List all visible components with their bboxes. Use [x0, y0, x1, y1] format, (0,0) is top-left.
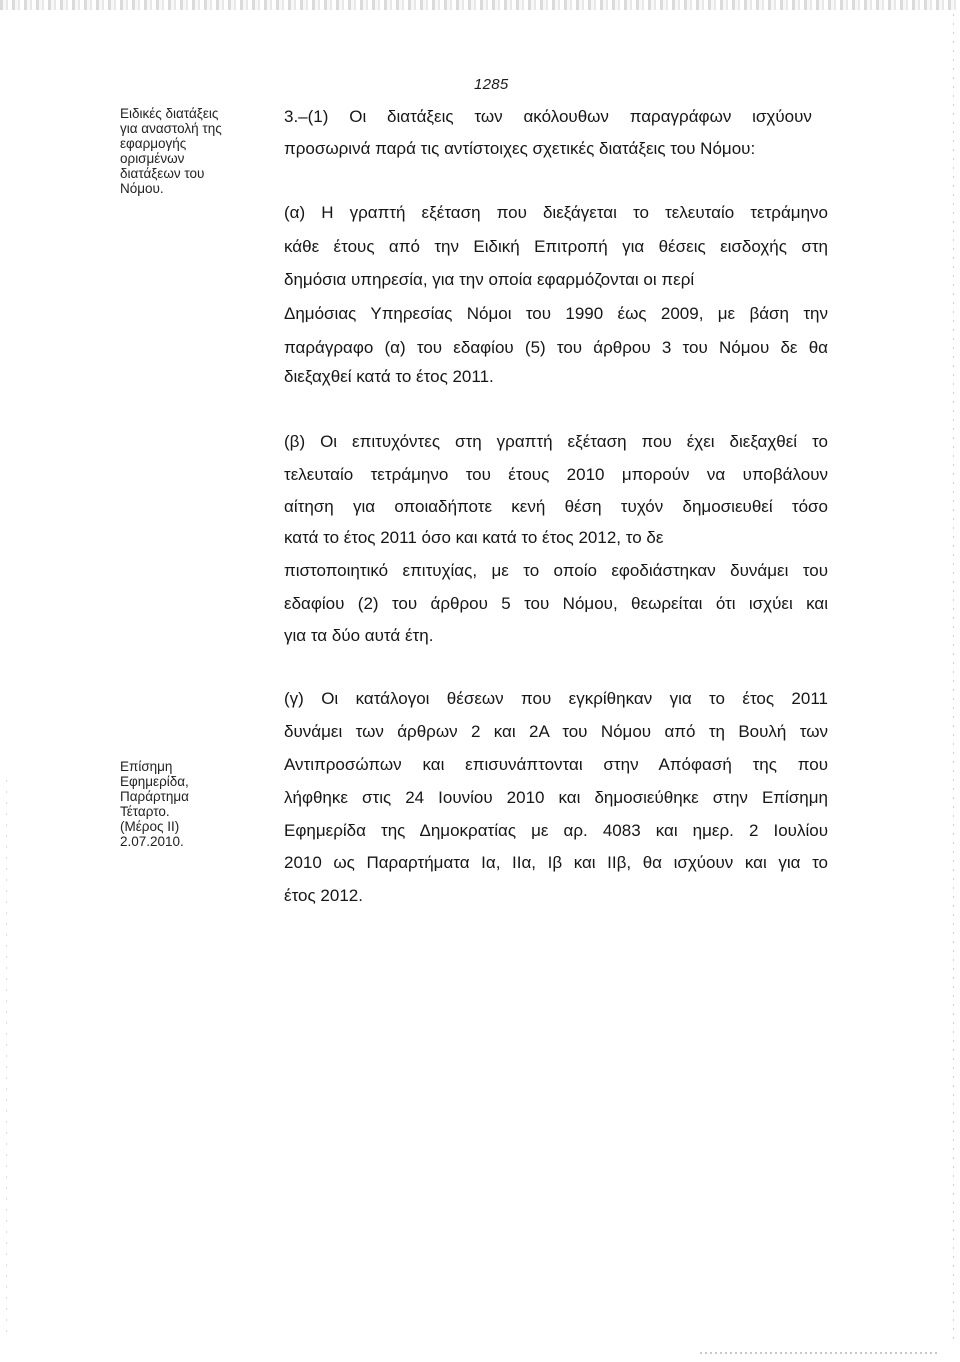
section-3-intro-line: 3.–(1) Οι διατάξεις των ακόλουθων παραγράφων ισχύουν [284, 107, 812, 126]
paragraph-b-line: τελευταίο τετράμηνο του έτους 2010 μπορούν να υποβάλουν [284, 465, 828, 484]
margin-note-line: ορισμένων [120, 151, 185, 166]
paragraph-b-line: για τα δύο αυτά έτη. [284, 626, 434, 645]
paragraph-b-line: κατά το έτος 2011 όσο και κατά το έτος 2012, το δε [284, 528, 664, 547]
paragraph-c-line: Αντιπροσώπων και επισυνάπτονται στην Απόφασή της που [284, 755, 828, 774]
scan-edge-right [953, 14, 954, 1344]
margin-note-line: Παράρτημα [120, 789, 189, 804]
paragraph-c-line: δυνάμει των άρθρων 2 και 2Α του Νόμου από τη Βουλή των [284, 722, 828, 741]
section-3-intro-line: προσωρινά παρά τις αντίστοιχες σχετικές διατάξεις του Νόμου: [284, 139, 756, 158]
margin-note-line: για αναστολή της [120, 121, 222, 136]
paragraph-c-line: Εφημερίδα της Δημοκρατίας με αρ. 4083 και ημερ. 2 Ιουλίου [284, 821, 828, 840]
margin-note-line: Τέταρτο. [120, 804, 170, 819]
paragraph-a-line: Δημόσιας Υπηρεσίας Νόμοι του 1990 έως 2009, με βάση την [284, 304, 828, 323]
margin-note-line: 2.07.2010. [120, 834, 184, 849]
paragraph-b-line: (β) Οι επιτυχόντες στη γραπτή εξέταση που έχει διεξαχθεί το [284, 432, 828, 451]
page-number: 1285 [474, 76, 509, 93]
paragraph-a-line: (α) Η γραπτή εξέταση που διεξάγεται το τελευταίο τετράμηνο [284, 203, 828, 222]
paragraph-c-line: 2010 ως Παραρτήματα Ια, ΙΙα, Ιβ και ΙΙβ, θα ισχύουν και για το [284, 853, 828, 872]
scan-edge-bottom [700, 1352, 940, 1354]
margin-note-line: εφαρμογής [120, 136, 187, 151]
margin-note-gazette-reference [120, 759, 189, 849]
scan-edge-left [6, 780, 7, 1340]
scan-edge-top [0, 0, 960, 10]
margin-note-line: (Μέρος ΙΙ) [120, 819, 180, 834]
paragraph-b-line: αίτηση για οποιαδήποτε κενή θέση τυχόν δημοσιευθεί τόσο [284, 497, 828, 516]
paragraph-a-line: διεξαχθεί κατά το έτος 2011. [284, 367, 494, 386]
margin-note-line: Ειδικές διατάξεις [120, 106, 219, 121]
margin-note-line: Εφημερίδα, [120, 774, 189, 789]
paragraph-c-line: έτος 2012. [284, 886, 363, 905]
paragraph-c-line: λήφθηκε στις 24 Ιουνίου 2010 και δημοσιεύθηκε στην Επίσημη [284, 788, 828, 807]
paragraph-b-line: εδαφίου (2) του άρθρου 5 του Νόμου, θεωρείται ότι ισχύει και [284, 594, 828, 613]
paragraph-c-line: (γ) Οι κατάλογοι θέσεων που εγκρίθηκαν για το έτος 2011 [284, 689, 828, 708]
margin-note-section-heading [120, 106, 222, 196]
paragraph-b-line: πιστοποιητικό επιτυχίας, με το οποίο εφοδιάστηκαν δυνάμει του [284, 561, 828, 580]
paragraph-a-line: παράγραφο (α) του εδαφίου (5) του άρθρου 3 του Νόμου δε θα [284, 338, 828, 357]
margin-note-line: Επίσημη [120, 759, 173, 774]
paragraph-a-line: δημόσια υπηρεσία, για την οποία εφαρμόζονται οι περί [284, 270, 695, 289]
paragraph-a-line: κάθε έτους από την Ειδική Επιτροπή για θέσεις εισδοχής στη [284, 237, 828, 256]
margin-note-line: διατάξεων του [120, 166, 205, 181]
margin-note-line: Νόμου. [120, 181, 164, 196]
